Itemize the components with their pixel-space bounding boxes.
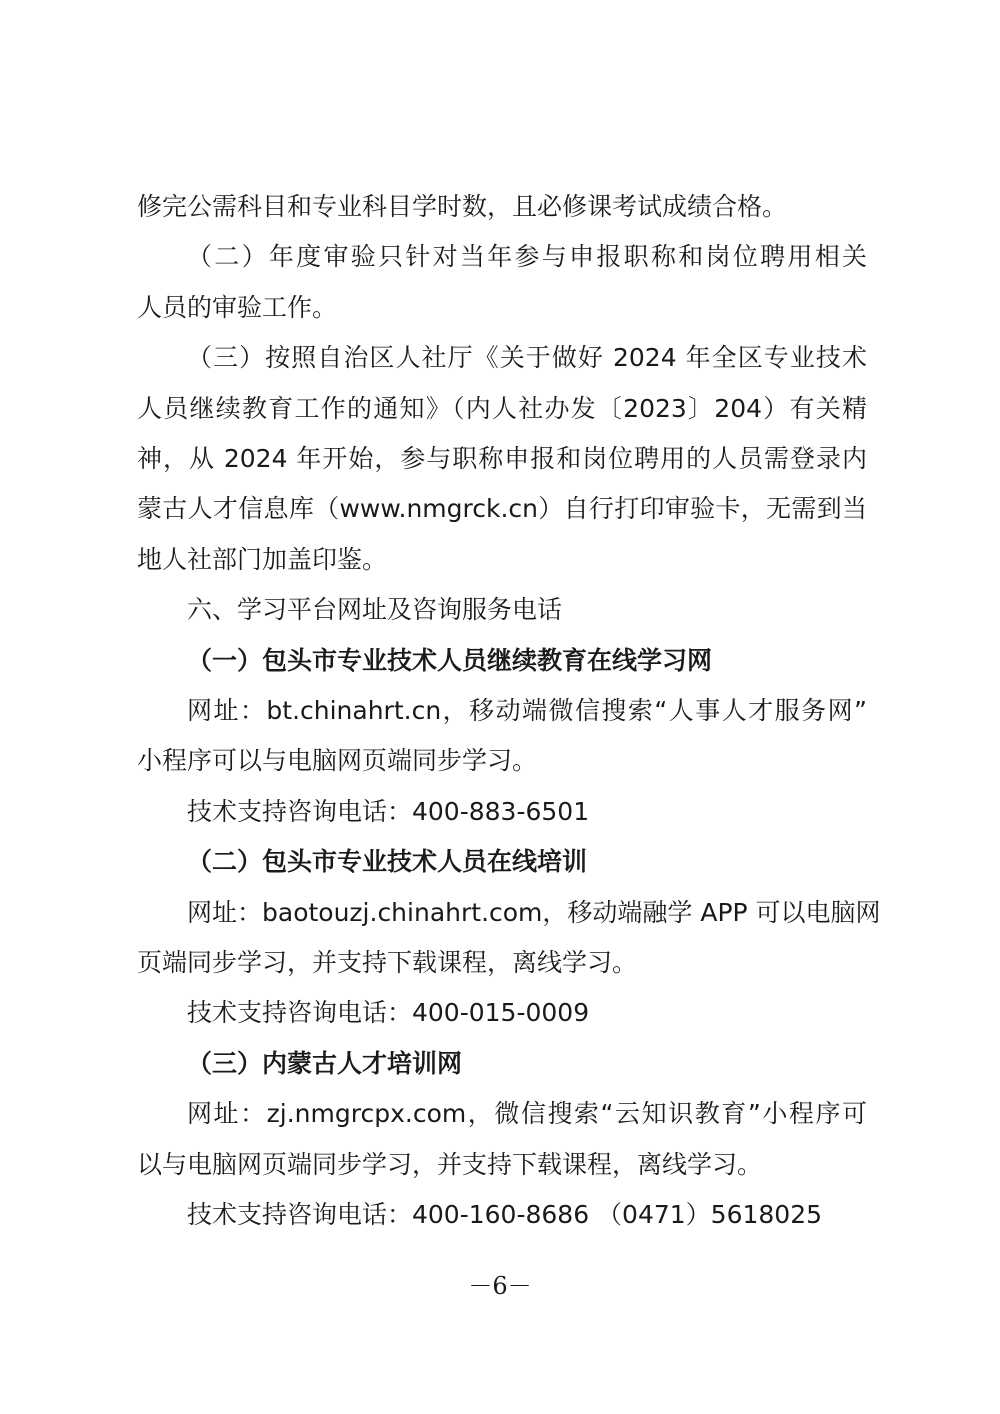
body-text-line: 蒙古人才信息库（www.nmgrck.cn）自行打印审验卡，无需到当 bbox=[137, 494, 867, 523]
body-text-line: 以与电脑网页端同步学习，并支持下载课程，离线学习。 bbox=[137, 1150, 763, 1179]
subsection-heading: （二）包头市专业技术人员在线培训 bbox=[187, 847, 588, 876]
phone-line: 技术支持咨询电话：400-160-8686 （0471）5618025 bbox=[187, 1200, 823, 1229]
phone-line: 技术支持咨询电话：400-015-0009 bbox=[187, 998, 590, 1027]
body-text-line: （三）按照自治区人社厅《关于做好 2024 年全区专业技术 bbox=[187, 343, 867, 372]
body-text-line: 网址：zj.nmgrcpx.com，微信搜索“云知识教育”小程序可 bbox=[187, 1099, 867, 1128]
body-text-line: 网址：baotouzj.chinahrt.com，移动端融学 APP 可以电脑网 bbox=[187, 898, 881, 927]
body-text-line: 页端同步学习，并支持下载课程，离线学习。 bbox=[137, 948, 638, 977]
section-heading: 六、学习平台网址及咨询服务电话 bbox=[187, 595, 563, 624]
body-text-line: （二）年度审验只针对当年参与申报职称和岗位聘用相关 bbox=[187, 242, 867, 271]
body-text-line: 修完公需科目和专业科目学时数，且必修课考试成绩合格。 bbox=[137, 192, 788, 221]
subsection-heading: （三）内蒙古人才培训网 bbox=[187, 1049, 463, 1078]
body-text-line: 人员继续教育工作的通知》（内人社办发〔2023〕204）有关精 bbox=[137, 394, 867, 423]
body-text-line: 神，从 2024 年开始，参与职称申报和岗位聘用的人员需登录内 bbox=[137, 444, 867, 473]
subsection-heading: （一）包头市专业技术人员继续教育在线学习网 bbox=[187, 646, 713, 675]
body-text-line: 网址：bt.chinahrt.cn，移动端微信搜索“人事人才服务网” bbox=[187, 696, 867, 725]
body-text-line: 地人社部门加盖印鉴。 bbox=[137, 545, 388, 574]
body-text-line: 小程序可以与电脑网页端同步学习。 bbox=[137, 746, 538, 775]
page-number: －6－ bbox=[468, 1272, 532, 1300]
phone-line: 技术支持咨询电话：400-883-6501 bbox=[187, 797, 590, 826]
body-text-line: 人员的审验工作。 bbox=[137, 293, 338, 322]
